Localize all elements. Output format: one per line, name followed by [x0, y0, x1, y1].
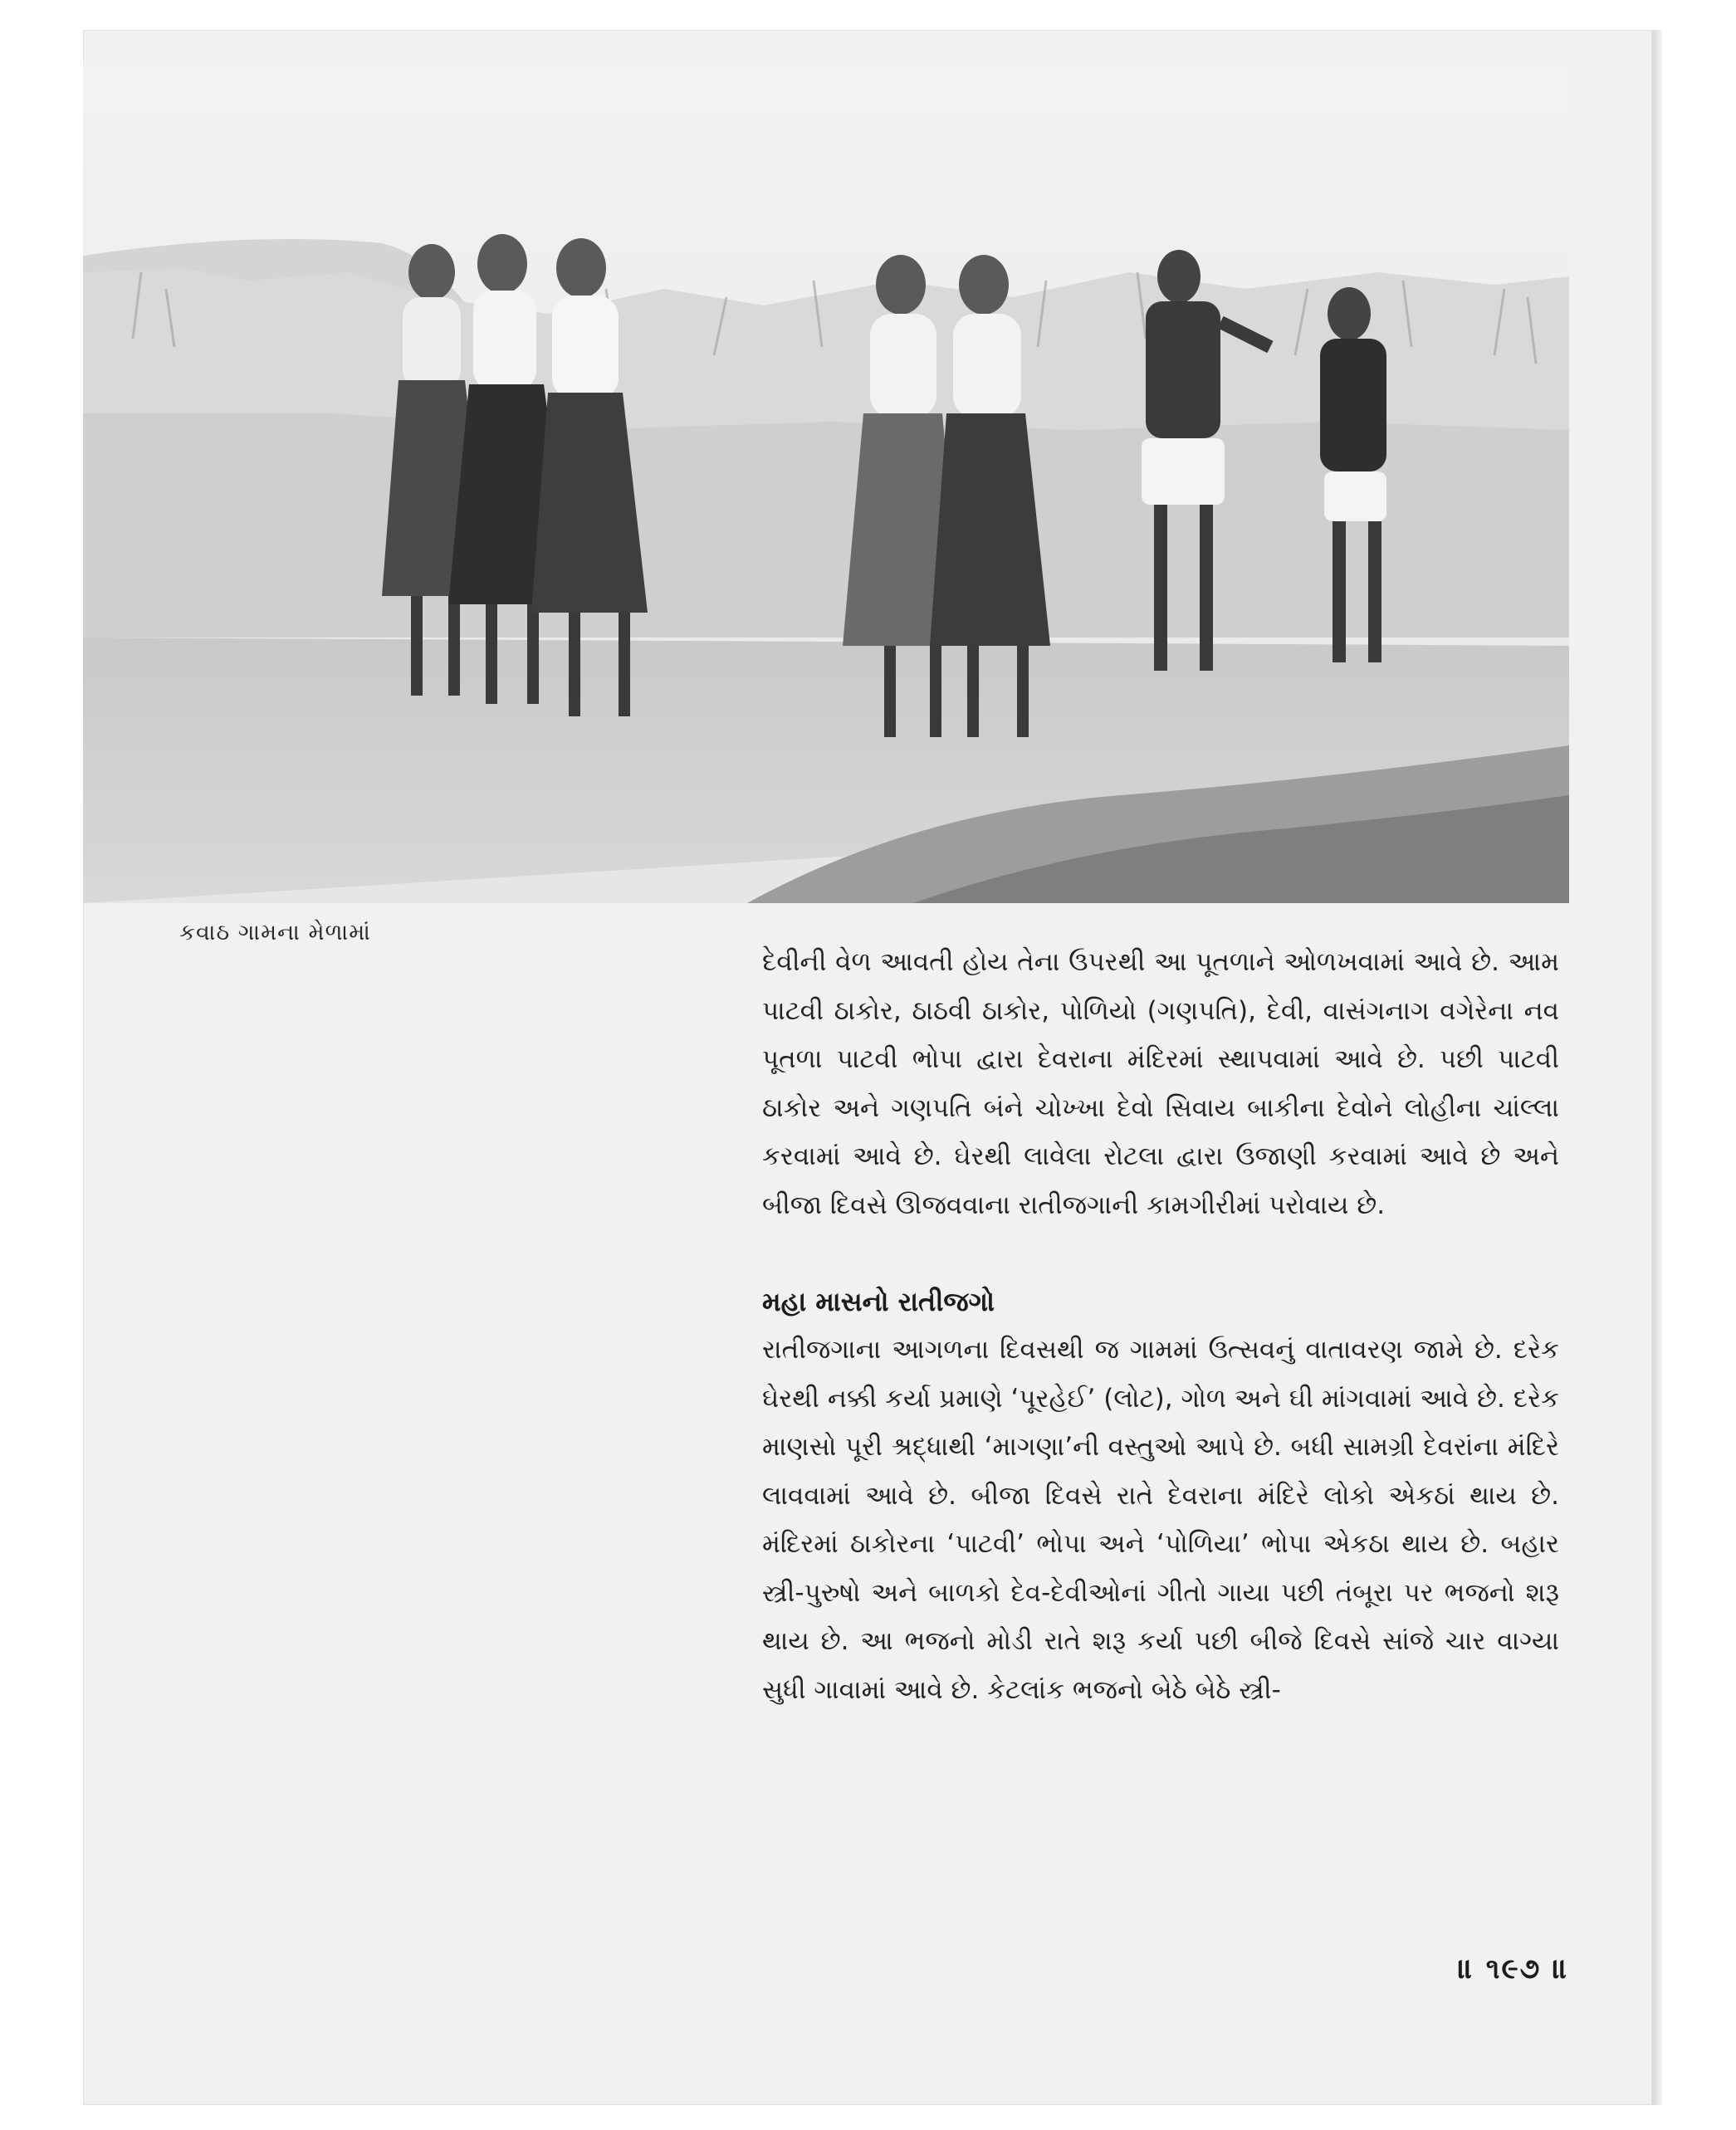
figure-photo [83, 65, 1569, 903]
paragraph-2: રાતીજગાના આગળના દિવસથી જ ગામમાં ઉત્સવનું વાતાવરણ જામે છે. દરેક ઘેરથી નક્કી કર્યા પ્રમાણે ‘પૂરહેઈ’ (લોટ), ગોળ અને ઘી માંગવામાં આવે છે. દરેક માણસો પૂરી શ્રદ્ધાથી ‘માગણા’ની વસ્તુઓ આપે છે. બધી સામગ્રી દેવરાંના મંદિરે લાવવામાં આવે છે. બીજા દિવસે રાતે દેવરાના મંદિરે લોકો એકઠાં થાય છે. મંદિરમાં ઠાકોરના ‘પાટવી’ ભોપા અને ‘પોળિયા’ ભોપા એકઠા થાય છે. બહાર સ્ત્રી-પુરુષો અને બાળકો દેવ-દેવીઓનાં ગીતો ગાયા પછી તંબૂરા પર ભજનો શરૂ થાય છે. આ ભજનો મોડી રાતે શરૂ કર્યા પછી બીજે દિવસે સાંજે ચાર વાગ્યા સુધી ગાવામાં આવે છે. કેટલાંક ભજનો બેઠે બેઠે સ્ત્રી- [762, 1335, 1559, 1705]
section-heading: મહા માસનો રાતીજગો [762, 1286, 995, 1317]
page-number: ॥ ૧૯૭ ॥ [1458, 1952, 1569, 1986]
figure-caption: કવાઠ ગામના મેળામાં [179, 920, 371, 945]
body-text-column [762, 938, 1559, 1714]
page-edge [1652, 30, 1662, 2105]
paragraph-1: દેવીની વેળ આવતી હોય તેના ઉપરથી આ પૂતળાને ઓળખવામાં આવે છે. આમ પાટવી ઠાકોર, ઠાઠવી ઠાકોર, પોળિયો (ગણપતિ), દેવી, વાસંગનાગ વગેરેના નવ પૂતળા પાટવી ભોપા દ્વારા દેવરાના મંદિરમાં સ્થાપવામાં આવે છે. પછી પાટવી ઠાકોર અને ગણપતિ બંને ચોખ્ખા દેવો સિવાય બાકીના દેવોને લોહીના ચાંલ્લા કરવામાં આવે છે. ઘેરથી લાવેલા રોટલા દ્વારા ઉજાણી કરવામાં આવે છે અને બીજા દિવસે ઊજવવાના રાતીજગાની કામગીરીમાં પરોવાય છે. [762, 947, 1559, 1220]
